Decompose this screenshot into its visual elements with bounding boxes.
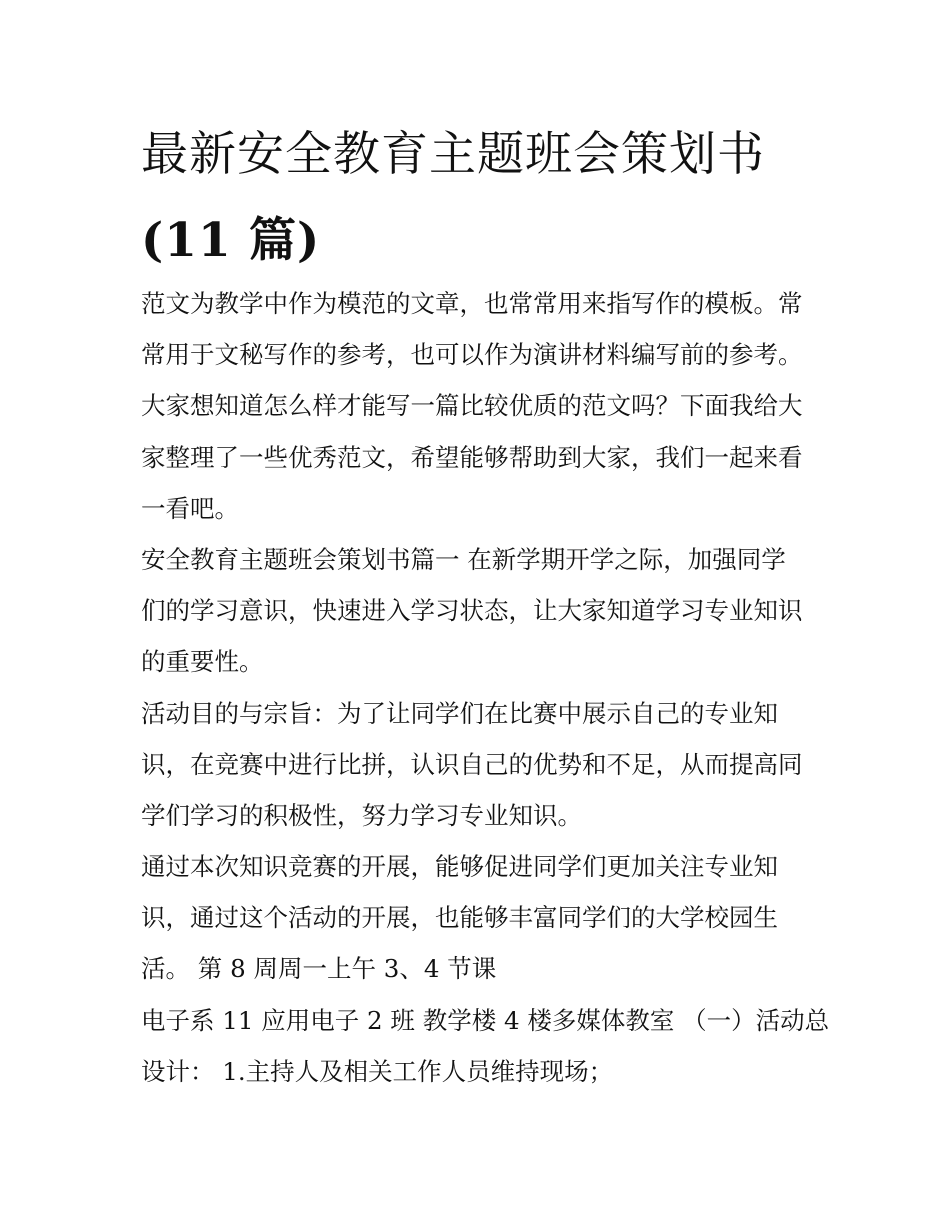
body-line: 安全教育主题班会策划书篇一 在新学期开学之际，加强同学 bbox=[141, 544, 786, 574]
body-line: 设计： 1.主持人及相关工作人员维持现场； bbox=[141, 1056, 614, 1086]
body-line: 活动目的与宗旨：为了让同学们在比赛中展示自己的专业知 bbox=[141, 698, 778, 728]
body-line: 们的学习意识，快速进入学习状态，让大家知道学习专业知识 bbox=[141, 596, 803, 626]
document-body bbox=[141, 278, 830, 1097]
body-line: 大家想知道怎么样才能写一篇比较优质的范文吗？下面我给大 bbox=[141, 391, 803, 421]
body-line: 常用于文秘写作的参考，也可以作为演讲材料编写前的参考。 bbox=[141, 340, 803, 370]
title-line-1: 最新安全教育主题班会策划书 bbox=[141, 127, 765, 182]
body-line: 识，通过这个活动的开展，也能够丰富同学们的大学校园生 bbox=[141, 903, 778, 933]
body-line: 家整理了一些优秀范文，希望能够帮助到大家，我们一起来看 bbox=[141, 442, 803, 472]
body-line: 活。 第 8 周周一上午 3、4 节课 bbox=[141, 954, 497, 984]
body-line: 通过本次知识竞赛的开展，能够促进同学们更加关注专业知 bbox=[141, 852, 778, 882]
body-line: 范文为教学中作为模范的文章，也常常用来指写作的模板。常 bbox=[141, 289, 803, 318]
body-line: 学们学习的积极性，努力学习专业知识。 bbox=[141, 800, 582, 830]
body-line: 电子系 11 应用电子 2 班 教学楼 4 楼多媒体教室 （一）活动总 bbox=[141, 1005, 830, 1035]
body-line: 的重要性。 bbox=[141, 647, 264, 677]
title-line-2: (11 篇) bbox=[141, 213, 321, 268]
body-line: 一看吧。 bbox=[141, 493, 239, 523]
body-line: 识，在竞赛中进行比拼，认识自己的优势和不足，从而提高同 bbox=[141, 749, 803, 779]
document-title bbox=[141, 112, 821, 284]
